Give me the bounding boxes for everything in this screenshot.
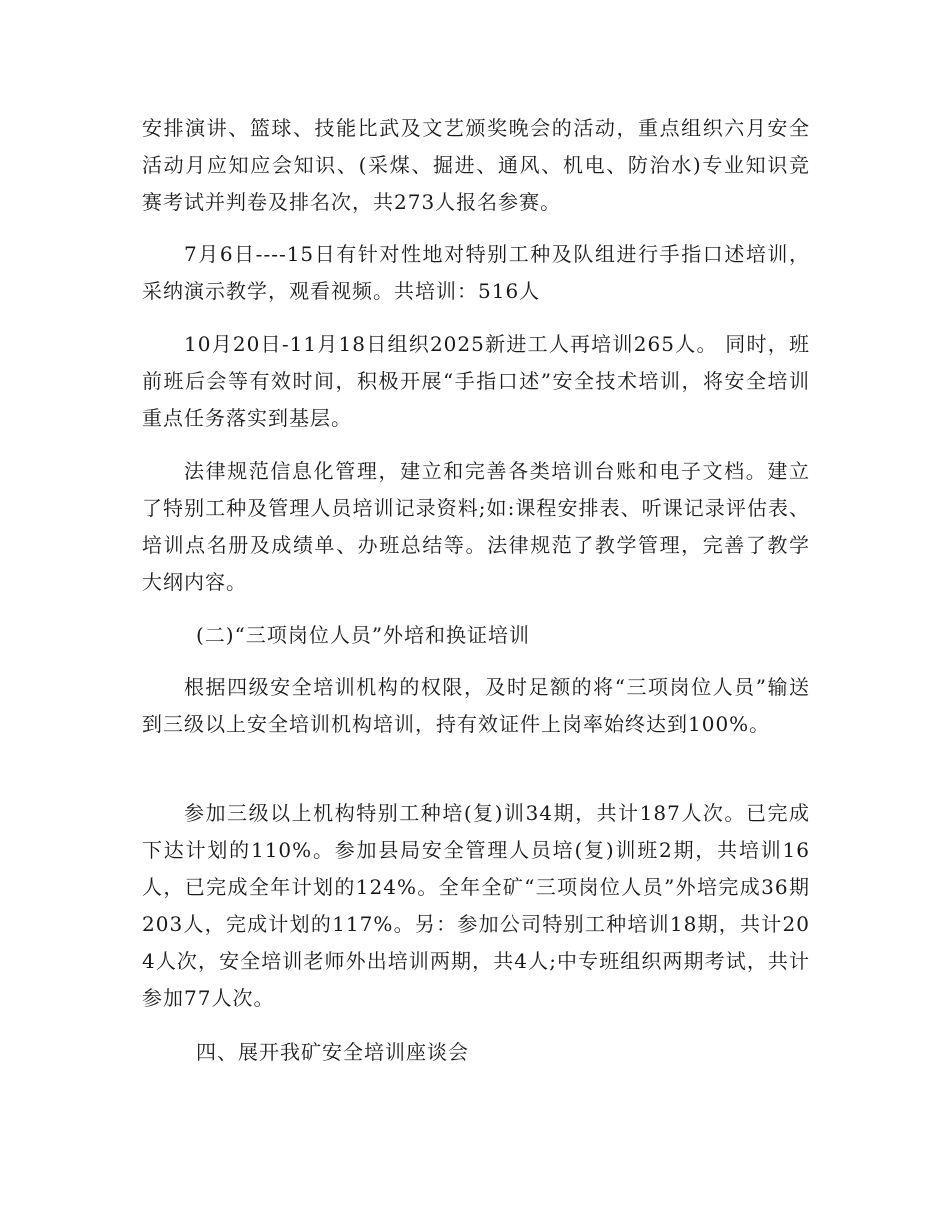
section-heading-symposium: 四、展开我矿安全培训座谈会 — [196, 1040, 469, 1064]
paragraph-activities: 安排演讲、篮球、技能比武及文艺颁奖晚会的活动，重点组织六月安全活动月应知应会知识、(采煤、掘进、通风、机电、防治水)专业知识竞赛考试并判卷及排名次，共273人报名参赛。 — [142, 116, 810, 214]
section-heading-external-training: (二)“三项岗位人员”外培和换证培训 — [196, 623, 531, 647]
paragraph-information-management: 法律规范信息化管理，建立和完善各类培训台账和电子文档。建立了特别工种及管理人员培训记录资料;如:课程安排表、听课记录评估表、培训点名册及成绩单、办班总结等。法律规范了教学管理，完善了教学大纲内容。 — [142, 459, 810, 594]
paragraph-training-statistics: 参加三级以上机构特别工种培(复)训34期，共计187人次。已完成下达计划的110%。参加县局安全管理人员培(复)训班2期，共培训16人，已完成全年计划的124%。全年全矿“三项岗位人员”外培完成36期203人，完成计划的117%。另：参加公司特别工种培训18期，共计204人次，安全培训老师外出培训两期，共4人;中专班组织两期考试，共计参加77人次。 — [142, 801, 810, 1010]
paragraph-finger-training: 7月6日----15日有针对性地对特别工种及队组进行手指口述培训，采纳演示教学，观看视频。共培训：516人 — [142, 242, 810, 303]
paragraph-three-positions: 根据四级安全培训机构的权限，及时足额的将“三项岗位人员”输送到三级以上安全培训机构培训，持有效证件上岗率始终达到100%。 — [142, 675, 810, 736]
paragraph-new-worker-training: 10月20日-11月18日组织2025新进工人再培训265人。 同时，班前班后会等有效时间，积极开展“手指口述”安全技术培训，将安全培训重点任务落实到基层。 — [142, 332, 810, 430]
